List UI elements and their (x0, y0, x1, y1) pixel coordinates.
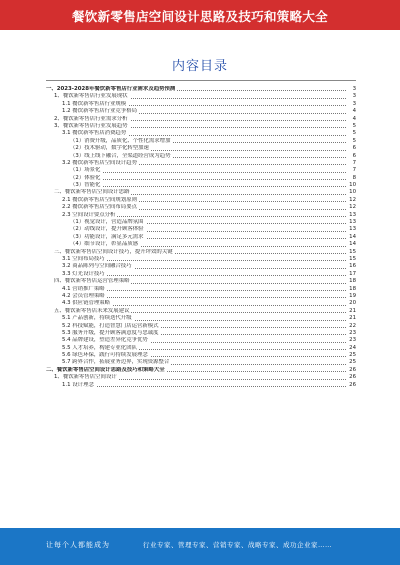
toc-entry-text: （2）技术驱动，数字化转型加速 (70, 145, 149, 152)
footer-slogan: 让每个人都能成为 (46, 541, 110, 549)
toc-entry[interactable] (46, 138, 356, 145)
toc-entry-page: 26 (349, 374, 356, 381)
toc-entry-text: 3.1 空间布局技巧 (62, 255, 105, 262)
toc-entry[interactable] (46, 86, 356, 93)
toc-entry-text: （3）线上线下融合，全渠道经营成为趋势 (70, 152, 171, 159)
toc-entry-text: 3.3 灯光设计技巧 (62, 270, 105, 277)
toc-entry-text: （2）体验化 (70, 174, 101, 181)
toc-entry-text: 五、餐饮新零售店未来发展建议 (54, 307, 130, 314)
toc-entry[interactable] (46, 256, 356, 263)
toc-entry-page: 6 (352, 152, 356, 159)
toc-entry-text: 4.3 供应链管理策略 (62, 300, 111, 307)
toc-entry[interactable] (46, 175, 356, 182)
toc-entry-text: 5.2 科技赋能，打造智慧门店运营新模式 (62, 322, 159, 329)
toc-entry-text: 1.2 餐饮新零售店行业竞争格局 (62, 108, 137, 115)
toc-entry-text: （1）消费升级，品质化、个性化需求增加 (70, 137, 171, 144)
toc-entry[interactable] (46, 367, 356, 374)
toc-entry-page: 4 (352, 108, 356, 115)
toc-entry-text: 5.5 人才培养，构建专业化团队 (62, 344, 137, 351)
toc-entry-text: 5.3 服务升级，提升顾客满意度与忠诚度 (62, 329, 159, 336)
toc-entry[interactable] (46, 374, 356, 381)
toc-entry-page: 20 (349, 300, 356, 307)
toc-entry-page: 24 (349, 344, 356, 351)
toc-entry-page: 18 (349, 278, 356, 285)
toc-entry[interactable] (46, 219, 356, 226)
toc-entry-page: 22 (349, 322, 356, 329)
header-banner (0, 0, 400, 30)
toc-entry-text: 2.2 餐饮新零售店空间布局要点 (62, 204, 137, 211)
toc-entry-page: 21 (349, 315, 356, 322)
toc-entry[interactable] (46, 359, 356, 366)
toc-entry-page: 14 (349, 241, 356, 248)
toc-entry-page: 12 (349, 204, 356, 211)
toc-entry[interactable] (46, 308, 356, 315)
toc-entry-page: 3 (352, 86, 356, 92)
toc-leader-dots (70, 179, 346, 180)
toc-entry-text: 3.1 餐饮新零售店消费趋势 (62, 130, 127, 137)
toc-entry-page: 5 (352, 137, 356, 144)
toc-entry-page: 13 (349, 211, 356, 218)
toc-entry-page: 7 (352, 167, 356, 174)
toc-entry-text: 3.2 餐饮新零售店空间设计趋势 (62, 159, 137, 166)
toc-entry-page: 19 (349, 292, 356, 299)
toc-entry-page: 10 (349, 182, 356, 189)
toc-entry-text: 5.7 跨界合作，拓展业务边界，实现资源整合 (62, 359, 170, 366)
toc-entry[interactable] (46, 145, 356, 152)
toc-entry-text: 4.1 营销推广策略 (62, 285, 105, 292)
toc-entry-page: 14 (349, 233, 356, 240)
toc-entry-page: 25 (349, 352, 356, 359)
toc-entry-page: 17 (349, 270, 356, 277)
toc-entry[interactable] (46, 116, 356, 123)
toc-entry[interactable] (46, 330, 356, 337)
toc-entry[interactable] (46, 315, 356, 322)
toc-entry-text: （1）视觉设计，营造品牌氛围 (70, 219, 144, 226)
toc-entry[interactable] (46, 204, 356, 211)
toc-entry[interactable] (46, 382, 356, 389)
toc-entry-page: 5 (352, 122, 356, 129)
toc-entry[interactable] (46, 234, 356, 241)
toc-entry-text: 2、餐饮新零售店行业需求分析 (54, 115, 128, 122)
toc-entry[interactable] (46, 160, 356, 167)
toc-entry-page: 3 (352, 100, 356, 107)
toc-entry-text: 1、餐饮新零售店空间设计 (54, 374, 117, 381)
toc-entry[interactable] (46, 101, 356, 108)
toc-entry[interactable] (46, 130, 356, 137)
document-title: 餐饮新零售店空间设计思路及技巧和策略大全 (71, 9, 328, 24)
toc-entry-text: （3）智能化 (70, 182, 101, 189)
toc-entry-text: 1.1 设计理念 (62, 381, 94, 388)
toc-entry-page: 5 (352, 130, 356, 137)
toc-entry-page: 16 (349, 263, 356, 270)
toc-entry[interactable] (46, 300, 356, 307)
toc-entry-page: 4 (352, 115, 356, 122)
toc-entry[interactable] (46, 241, 356, 248)
toc-entry-page: 15 (349, 248, 356, 255)
toc-entry-page: 23 (349, 337, 356, 344)
toc-entry-page: 13 (349, 226, 356, 233)
toc-entry[interactable] (46, 93, 356, 100)
toc-entry[interactable] (46, 123, 356, 130)
toc-entry-page: 12 (349, 196, 356, 203)
toc-entry-page: 6 (352, 145, 356, 152)
toc-entry[interactable] (46, 286, 356, 293)
footer-tagline: 行业专家、管理专家、营销专家、战略专家、成功企业家…… (143, 541, 332, 549)
toc-entry-text: 3、餐饮新零售店行业发展趋势 (54, 122, 128, 129)
toc-entry-page: 13 (349, 219, 356, 226)
toc-entry-text: 5.4 品牌建设，塑造差异化竞争优势 (62, 337, 148, 344)
toc-entry-text: （2）动线设计，提升顾客体验 (70, 226, 144, 233)
toc-entry[interactable] (46, 352, 356, 359)
toc-entry[interactable] (46, 293, 356, 300)
toc-entry-page: 8 (352, 174, 356, 181)
toc-title: 内容目录 (171, 59, 228, 74)
toc-divider (46, 80, 356, 81)
toc-entry[interactable] (46, 263, 356, 270)
toc-leader-dots (62, 386, 346, 387)
toc-entry-page: 26 (349, 381, 356, 388)
toc-entry-text: 2.1 餐饮新零售店空间规划原则 (62, 196, 137, 203)
toc-entry-text: 1.1 餐饮新零售店行业规模 (62, 100, 127, 107)
toc-entry-page: 10 (349, 189, 356, 196)
toc-entry[interactable] (46, 323, 356, 330)
toc-entry-page: 23 (349, 329, 356, 336)
toc-entry-text: 2.3 空间设计要点分析 (62, 211, 116, 218)
toc-entry-page: 21 (349, 307, 356, 314)
toc-entry[interactable] (46, 153, 356, 160)
toc-entry[interactable] (46, 108, 356, 115)
toc-entry-text: （4）细节设计，彰显品质感 (70, 241, 139, 248)
toc-entry-text: 一、2023-2028年餐饮新零售店行业需求及趋势预测 (46, 86, 176, 92)
toc-entry-page: 25 (349, 359, 356, 366)
toc-entry[interactable] (46, 249, 356, 256)
toc-entry-text: （3）功能设计，满足多元需求 (70, 233, 144, 240)
toc-entry[interactable] (46, 226, 356, 233)
toc-entry-text: 1、餐饮新零售店行业发展现状 (54, 93, 128, 100)
toc-entry-text: 二、餐饮新零售店空间设计思路 (54, 189, 130, 196)
toc-entry-page: 26 (349, 366, 356, 373)
toc-entry-text: 5.1 产品创新，持续迭代升级 (62, 315, 132, 322)
toc-entry-text: 三、餐饮新零售店空间设计技巧，提升坪效的关键 (54, 248, 173, 255)
toc-entry-text: 3.2 商品陈列与空间融合技巧 (62, 263, 132, 270)
toc-entry-text: 二、餐饮新零售店空间设计思路及技巧和策略大全 (46, 366, 165, 373)
toc-entry-page: 3 (352, 93, 356, 100)
toc-entry[interactable] (46, 212, 356, 219)
toc-entry-page: 18 (349, 285, 356, 292)
table-of-contents (46, 86, 356, 389)
toc-entry[interactable] (46, 345, 356, 352)
toc-entry-text: 四、餐饮新零售店运营管理策略 (54, 278, 130, 285)
toc-entry[interactable] (46, 189, 356, 196)
toc-entry[interactable] (46, 197, 356, 204)
toc-entry-text: 5.6 绿色环保，践行可持续发展理念 (62, 352, 148, 359)
toc-leader-dots (70, 186, 346, 187)
toc-entry-text: （1）场景化 (70, 167, 101, 174)
toc-entry-page: 15 (349, 255, 356, 262)
footer-banner (0, 528, 400, 565)
toc-entry[interactable] (46, 337, 356, 344)
toc-entry[interactable] (46, 182, 356, 189)
toc-entry-text: 4.2 会员管理策略 (62, 292, 105, 299)
toc-entry[interactable] (46, 278, 356, 285)
toc-leader-dots (70, 172, 346, 173)
toc-entry[interactable] (46, 271, 356, 278)
toc-entry[interactable] (46, 167, 356, 174)
toc-entry-page: 7 (352, 159, 356, 166)
